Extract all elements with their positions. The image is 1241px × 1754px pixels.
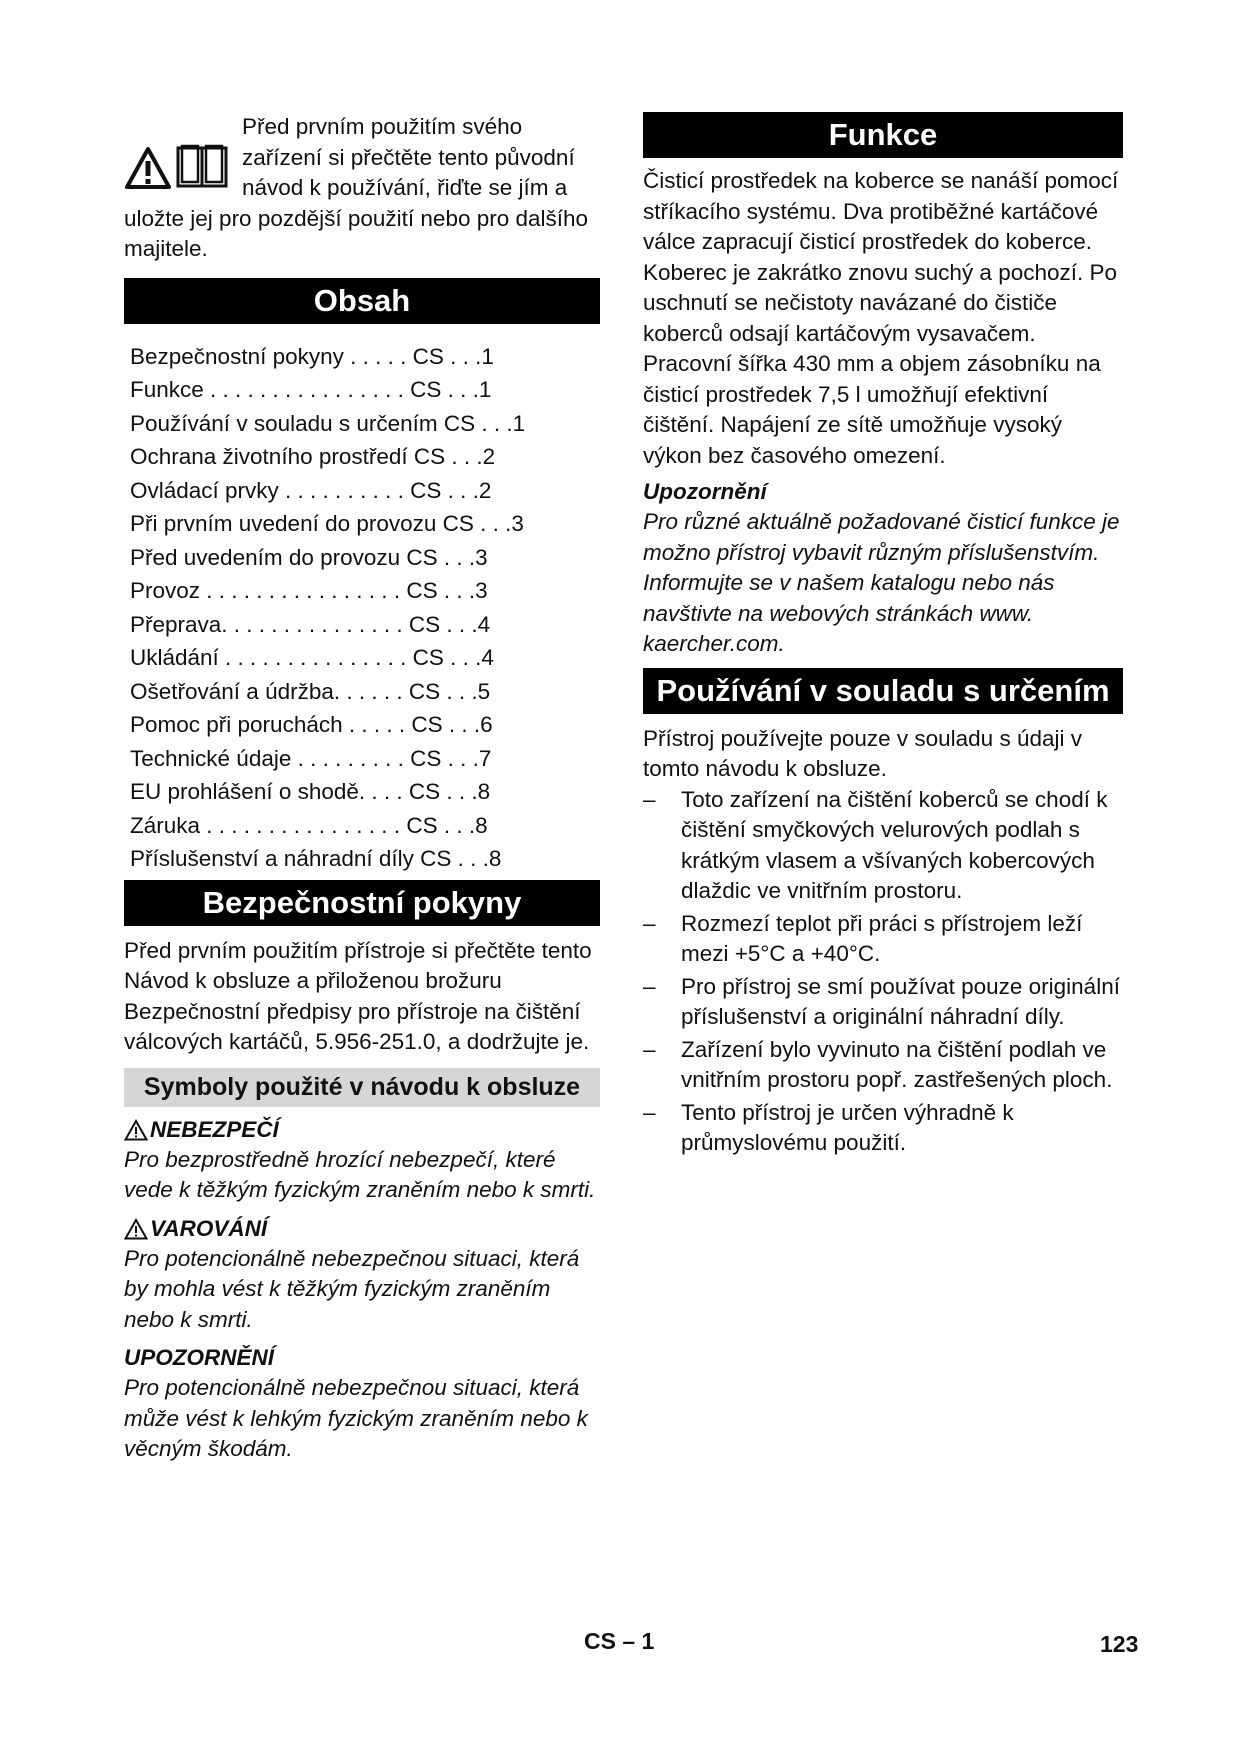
- upozorneni-text: Pro potencionálně nebezpečnou situaci, která může vést k lehkým fyzickým zraněním nebo k věcným škodám.: [124, 1375, 588, 1461]
- list-item: – Toto zařízení na čištění koberců se chodí k čištění smyčkových velurových podlah s krátkým vlasem a všívaných kobercových dlaždic ve vnitřním prostoru.: [643, 785, 1123, 907]
- varovani-label: VAROVÁNÍ: [150, 1215, 268, 1241]
- toc-item[interactable]: Příslušenství a náhradní díly CS . . .8: [130, 846, 502, 871]
- list-item-text: Pro přístroj se smí používat pouze originální příslušenství a originální náhradní díly.: [681, 973, 1120, 1029]
- nebezpeci-title: [124, 1115, 600, 1145]
- list-item: – Rozmezí teplot při práci s přístrojem leží mezi +5°C a +40°C.: [643, 909, 1123, 970]
- list-item: – Tento přístroj je určen výhradně k průmyslovému použití.: [643, 1098, 1123, 1159]
- nebezpeci-text: Pro bezprostředně hrozící nebezpečí, které vede k těžkým fyzickým zraněním nebo k smrti.: [124, 1146, 596, 1202]
- list-item-text: Rozmezí teplot při práci s přístrojem leží mezi +5°C a +40°C.: [681, 910, 1083, 966]
- bezpecnost-heading: Bezpečnostní pokyny: [124, 880, 600, 926]
- varovani-title: [124, 1214, 600, 1244]
- toc-item[interactable]: Provoz . . . . . . . . . . . . . . . . CS . . .3: [130, 578, 488, 603]
- toc-item[interactable]: Před uvedením do provozu CS . . .3: [130, 544, 488, 570]
- symboly-heading: Symboly použité v návodu k obsluze: [124, 1068, 600, 1107]
- toc-item[interactable]: Záruka . . . . . . . . . . . . . . . . CS . . .8: [130, 812, 488, 838]
- upozorneni-title: [124, 1343, 600, 1373]
- funkce-heading: Funkce: [643, 112, 1123, 158]
- list-item-text: Toto zařízení na čištění koberců se chodí k čištění smyčkových velurových podlah s krátkým vlasem a všívaných kobercových dlaždic ve vnitřním prostoru.: [681, 786, 1108, 903]
- list-item: – Pro přístroj se smí používat pouze originální příslušenství a originální náhradní díly.: [643, 972, 1123, 1033]
- funkce-note-label: Upozornění: [643, 479, 767, 504]
- funkce-note-text: Pro různé aktuálně požadované čisticí funkce je možno přístroj vybavit různým příslušenstvím. Informujte se v našem katalogu nebo nás navštivte na webových stránkách www. kaercher.com.: [643, 509, 1120, 656]
- list-item: – Zařízení bylo vyvinuto na čištění podlah ve vnitřním prostoru popř. zastřešených ploch.: [643, 1035, 1123, 1096]
- manual-book-icon: [176, 144, 228, 190]
- footer-page-number: 123: [1100, 1631, 1139, 1657]
- pouzivani-heading: Používání v souladu s určením: [643, 668, 1123, 714]
- pouzivani-list: [643, 785, 1123, 1159]
- toc-item[interactable]: Technické údaje . . . . . . . . . CS . . .7: [130, 745, 492, 771]
- toc-item[interactable]: Ochrana životního prostředí CS . . .2: [130, 444, 496, 469]
- funkce-note-title: [643, 477, 1123, 507]
- pouzivani-text: Přístroj používejte pouze v souladu s údaji v tomto návodu k obsluze.: [643, 725, 1082, 781]
- left-column: [124, 112, 600, 1465]
- table-of-contents: [124, 340, 600, 876]
- toc-item[interactable]: Ošetřování a údržba. . . . . . CS . . .5: [130, 678, 491, 704]
- list-item-text: Tento přístroj je určen výhradně k průmyslovému použití.: [681, 1099, 1014, 1155]
- toc-item[interactable]: Funkce . . . . . . . . . . . . . . . . CS . . .1: [130, 377, 492, 402]
- warning-triangle-icon: [124, 1119, 148, 1141]
- warning-triangle-icon: [124, 1218, 148, 1240]
- footer-section-label: CS – 1: [584, 1628, 655, 1654]
- intro-block: [124, 112, 600, 265]
- obsah-heading: Obsah: [124, 278, 600, 324]
- toc-item[interactable]: Ovládací prvky . . . . . . . . . . CS . . .2: [130, 477, 492, 503]
- bezpecnost-text: Před prvním použitím přístroje si přečtěte tento Návod k obsluze a přiloženou brožuru Bezpečnostní předpisy pro přístroje na čištění válcových kartáčů, 5.956-251.0, a dodržujte je.: [124, 937, 592, 1054]
- toc-item[interactable]: Přeprava. . . . . . . . . . . . . . . CS . . .4: [130, 611, 491, 637]
- list-item-text: Zařízení bylo vyvinuto na čištění podlah ve vnitřním prostoru popř. zastřešených ploch.: [681, 1036, 1113, 1092]
- funkce-text: Čisticí prostředek na koberce se nanáší pomocí stříkacího systému. Dva protiběžné kartáčové válce zapracují čisticí prostředek do koberce. Koberec je zakrátko znovu suchý a pochozí. Po uschnutí se nečistoty navázané do čističe koberců odsají kartáčovým vysavačem. Pracovní šířka 430 mm a objem zásobníku na čisticí prostředek 7,5 l umožňují efektivní čištění. Napájení ze sítě umožňuje vysoký výkon bez časového omezení.: [643, 168, 1119, 468]
- varovani-text: Pro potencionálně nebezpečnou situaci, která by mohla vést k těžkým fyzickým zraněním nebo k smrti.: [124, 1245, 580, 1332]
- intro-text: Před prvním použitím svého zařízení si přečtěte tento původní návod k používání, řiďte se jím a uložte jej pro pozdější použití nebo pro dalšího majitele.: [124, 114, 589, 261]
- intro-icons: [124, 130, 230, 190]
- toc-item[interactable]: Při prvním uvedení do provozu CS . . .3: [130, 511, 524, 536]
- toc-item[interactable]: Ukládání . . . . . . . . . . . . . . . CS . . .4: [130, 645, 494, 670]
- warning-triangle-icon: [124, 146, 172, 190]
- upozorneni-label: UPOZORNĚNÍ: [124, 1345, 275, 1370]
- toc-item[interactable]: Používání v souladu s určením CS . . .1: [130, 410, 526, 436]
- toc-item[interactable]: Bezpečnostní pokyny . . . . . CS . . .1: [130, 343, 494, 369]
- toc-item[interactable]: EU prohlášení o shodě. . . . CS . . .8: [130, 779, 491, 804]
- right-column: [643, 112, 1123, 1161]
- nebezpeci-label: NEBEZPEČÍ: [150, 1116, 279, 1142]
- toc-item[interactable]: Pomoc při poruchách . . . . . CS . . .6: [130, 712, 493, 737]
